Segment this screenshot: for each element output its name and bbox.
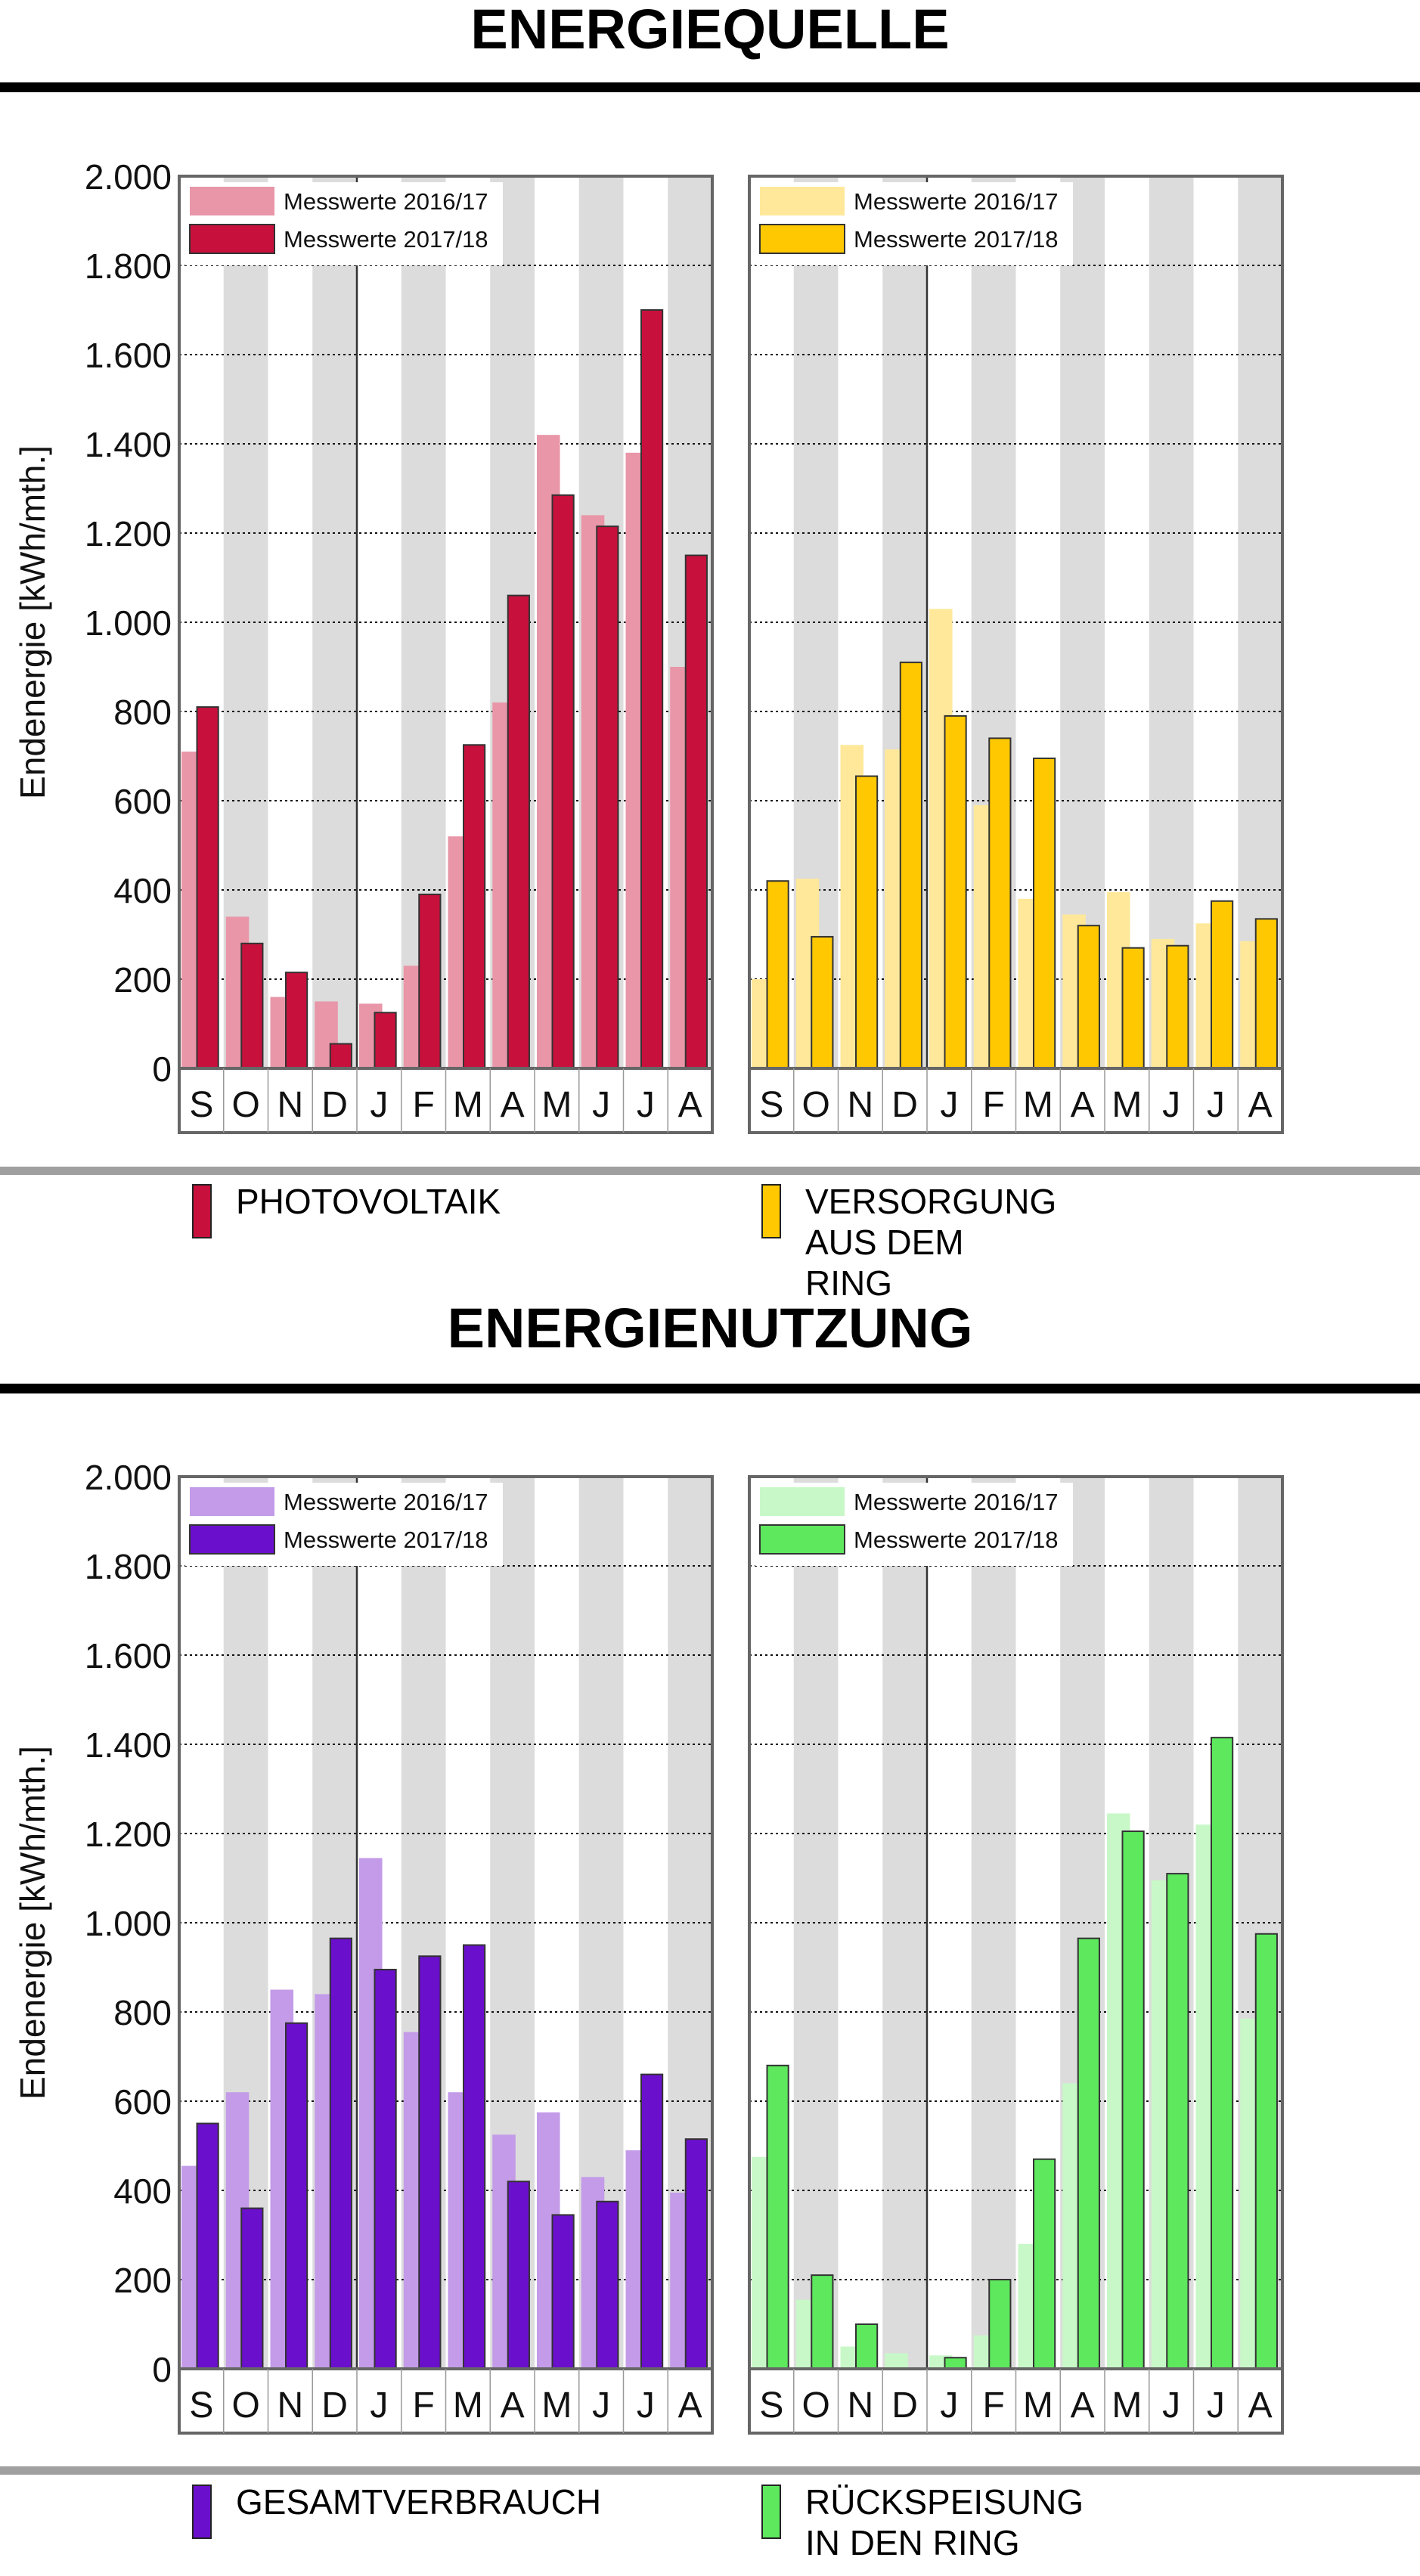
legend-swatch: [760, 225, 845, 253]
y-tick-label: 200: [113, 2261, 172, 2300]
y-axis-label: Endenergie [kWh/mth.]: [13, 1746, 52, 2100]
bar-2017-18: [989, 2280, 1010, 2369]
x-tick-label: S: [189, 2385, 214, 2426]
column-band: [794, 1477, 839, 2369]
x-tick-label: J: [592, 1085, 611, 1125]
bar-2017-18: [1078, 1939, 1099, 2369]
bar-2017-18: [1211, 1737, 1232, 2369]
x-tick-label: J: [636, 1085, 655, 1125]
bar-2017-18: [945, 2357, 966, 2369]
x-tick-label: N: [277, 1085, 304, 1125]
bar-2017-18: [1167, 1874, 1188, 2369]
x-tick-label: F: [982, 1085, 1005, 1125]
legend-entry-label: Messwerte 2017/18: [284, 1527, 488, 1553]
x-tick-label: S: [759, 1085, 784, 1125]
x-tick-label: D: [891, 2385, 918, 2426]
x-tick-label: M: [1112, 1085, 1143, 1125]
x-tick-label: S: [189, 1085, 214, 1125]
y-tick-label: 1.000: [84, 1904, 172, 1943]
x-tick-label: J: [370, 1085, 389, 1125]
x-tick-label: F: [412, 1085, 435, 1125]
y-tick-label: 0: [152, 2350, 172, 2389]
x-tick-label: J: [1206, 1085, 1225, 1125]
x-tick-label: M: [1112, 2385, 1143, 2426]
y-tick-label: 2.000: [84, 1458, 172, 1497]
legend-label: RÜCKSPEISUNG IN DEN RING: [805, 2482, 1084, 2562]
bar-2017-18: [1078, 925, 1099, 1068]
legend-entry-label: Messwerte 2016/17: [854, 1489, 1059, 1515]
legend-swatch-versorgung: [761, 1184, 781, 1238]
x-tick-label: A: [677, 2385, 702, 2426]
versorgung-chart: [0, 0, 1420, 1134]
x-tick-label: A: [1070, 1085, 1095, 1125]
x-tick-label: D: [891, 1085, 918, 1125]
bar-2017-18: [945, 716, 966, 1068]
bar-2017-18: [1034, 758, 1055, 1068]
x-tick-label: A: [500, 2385, 525, 2426]
x-tick-label: M: [1022, 2385, 1053, 2426]
y-tick-label: 1.600: [84, 1636, 172, 1675]
bar-2017-18: [901, 662, 922, 1068]
x-tick-label: J: [940, 2385, 959, 2426]
section-title-energienutzung: ENERGIENUTZUNG: [447, 1297, 973, 1359]
legend-entry-label: Messwerte 2017/18: [854, 1527, 1059, 1553]
legend-entry-label: Messwerte 2017/18: [284, 226, 488, 253]
x-tick-label: J: [592, 2385, 611, 2426]
y-tick-label: 1.200: [84, 1815, 172, 1854]
x-tick-label: M: [452, 2385, 483, 2426]
x-tick-label: O: [801, 2385, 830, 2426]
legend-entry-label: Messwerte 2016/17: [284, 1489, 488, 1515]
bar-2017-18: [1123, 948, 1144, 1068]
bar-2017-18: [767, 881, 789, 1068]
x-tick-label: J: [636, 2385, 655, 2426]
legend-swatch-gesamtverbrauch: [192, 2485, 212, 2539]
x-tick-label: D: [321, 2385, 348, 2426]
x-tick-label: O: [231, 2385, 260, 2426]
y-tick-label: 1.400: [84, 1725, 172, 1765]
legend-entry-label: Messwerte 2017/18: [854, 226, 1059, 253]
bar-2017-18: [989, 738, 1010, 1068]
y-tick-label: 400: [113, 871, 172, 910]
bar-2017-18: [1211, 901, 1232, 1068]
x-tick-label: N: [277, 2385, 304, 2426]
x-tick-label: J: [940, 1085, 959, 1125]
bar-2017-18: [1167, 946, 1188, 1068]
bar-2017-18: [1034, 2159, 1055, 2369]
legend-label: VERSORGUNG AUS DEM RING: [805, 1182, 1057, 1303]
bar-2016-17: [885, 2353, 908, 2369]
y-tick-label: 1.200: [84, 514, 172, 553]
x-tick-label: S: [759, 2385, 784, 2426]
y-tick-label: 800: [113, 693, 172, 732]
y-axis-label: Endenergie [kWh/mth.]: [13, 445, 52, 799]
bar-2017-18: [767, 2066, 789, 2369]
y-tick-label: 1.600: [84, 336, 172, 375]
x-tick-label: N: [847, 1085, 874, 1125]
x-tick-label: F: [412, 2385, 435, 2426]
y-tick-label: 600: [113, 2082, 172, 2122]
y-tick-label: 1.800: [84, 246, 172, 286]
x-tick-label: M: [541, 1085, 572, 1125]
section-divider: [0, 1167, 1420, 1175]
x-tick-label: A: [500, 1085, 525, 1125]
x-tick-label: A: [1248, 1085, 1273, 1125]
x-tick-label: O: [801, 1085, 830, 1125]
y-tick-label: 600: [113, 782, 172, 821]
x-tick-label: A: [1070, 2385, 1095, 2426]
y-tick-label: 2.000: [84, 157, 172, 197]
legend-label: PHOTOVOLTAIK: [236, 1182, 501, 1221]
x-tick-label: N: [847, 2385, 874, 2426]
legend-swatch: [760, 187, 845, 215]
legend-swatch: [760, 1525, 845, 1554]
x-tick-label: J: [1206, 2385, 1225, 2426]
bar-2017-18: [811, 937, 832, 1068]
bar-2017-18: [856, 2324, 877, 2369]
y-tick-label: 1.400: [84, 425, 172, 464]
legend-swatch-photovoltaik: [192, 1184, 212, 1238]
x-tick-label: A: [677, 1085, 702, 1125]
x-tick-label: J: [1162, 2385, 1181, 2426]
x-tick-label: M: [452, 1085, 483, 1125]
rueckspeisung-chart: [0, 1300, 1420, 2435]
column-band: [1149, 176, 1194, 1068]
legend-swatch-rueckspeisung: [761, 2485, 781, 2539]
y-tick-label: 800: [113, 1993, 172, 2032]
section-title-energiequelle: ENERGIEQUELLE: [470, 0, 950, 60]
y-tick-label: 1.800: [84, 1547, 172, 1586]
legend-entry-label: Messwerte 2016/17: [854, 188, 1059, 215]
x-tick-label: A: [1248, 2385, 1273, 2426]
x-tick-label: O: [231, 1085, 260, 1125]
x-tick-label: M: [541, 2385, 572, 2426]
y-tick-label: 1.000: [84, 603, 172, 643]
x-tick-label: D: [321, 1085, 348, 1125]
section-divider: [0, 2466, 1420, 2475]
x-tick-label: J: [1162, 1085, 1181, 1125]
x-tick-label: F: [982, 2385, 1005, 2426]
legend-label: GESAMTVERBRAUCH: [236, 2482, 602, 2522]
y-tick-label: 200: [113, 960, 172, 1000]
y-tick-label: 0: [152, 1049, 172, 1089]
bar-2017-18: [1256, 919, 1277, 1068]
bar-2017-18: [1123, 1831, 1144, 2369]
bar-2017-18: [856, 777, 877, 1068]
bar-2017-18: [811, 2275, 832, 2369]
bar-2017-18: [1256, 1934, 1277, 2369]
legend-swatch: [760, 1487, 845, 1516]
y-tick-label: 400: [113, 2171, 172, 2211]
x-tick-label: M: [1022, 1085, 1053, 1125]
legend-entry-label: Messwerte 2016/17: [284, 188, 488, 215]
x-tick-label: J: [370, 2385, 389, 2426]
